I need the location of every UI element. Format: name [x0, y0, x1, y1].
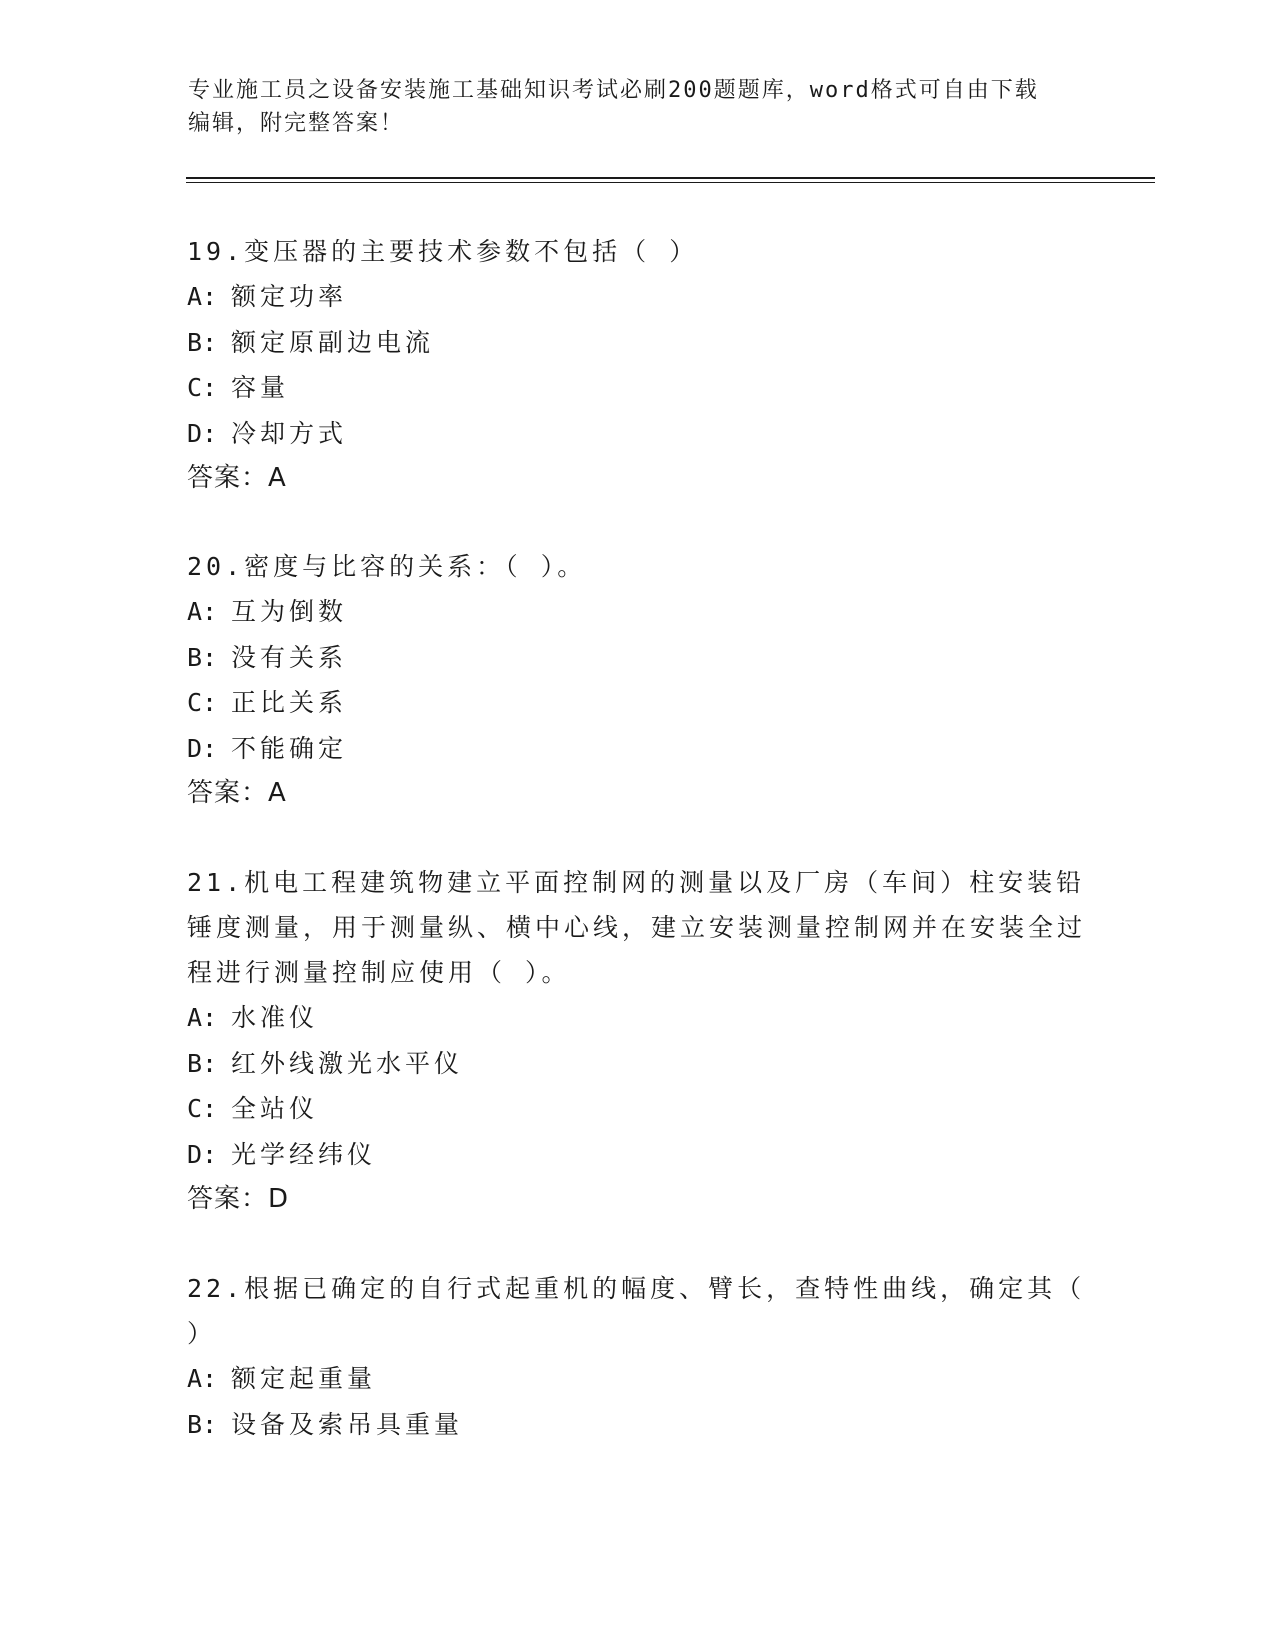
option-c: C: 全站仪: [187, 1094, 319, 1123]
option-d: D: 不能确定: [187, 733, 348, 763]
option-c: C: 容量: [187, 373, 290, 402]
question-stem: 21.机电工程建筑物建立平面控制网的测量以及厂房（车间）柱安装铅锤度测量，用于测量纵、横中心线，建立安装测量控制网并在安装全过程进行测量控制应使用（ ）。: [187, 868, 1087, 987]
option-a: A: 互为倒数: [187, 597, 348, 626]
option-a: A: 额定功率: [187, 282, 348, 311]
question-stem: 19.变压器的主要技术参数不包括（ ）: [187, 237, 699, 266]
option-b: B: 红外线激光水平仪: [187, 1048, 464, 1078]
question-stem: 20.密度与比容的关系：（ ）。: [187, 552, 587, 581]
document-header: [188, 74, 1068, 140]
question-19: [187, 229, 1087, 501]
option-b: B: 设备及索吊具重量: [187, 1409, 464, 1439]
option-b: B: 额定原副边电流: [187, 327, 435, 357]
header-line-2: 编辑，附完整答案！: [188, 111, 405, 136]
answer: 答案：A: [187, 463, 287, 493]
question-20: [187, 544, 1087, 816]
answer: 答案：D: [187, 1184, 290, 1214]
header-divider-thin: [186, 182, 1155, 183]
question-21: [187, 860, 1087, 1222]
option-a: A: 额定起重量: [187, 1364, 377, 1393]
option-b: B: 没有关系: [187, 642, 348, 672]
option-d: D: 冷却方式: [187, 418, 348, 448]
option-a: A: 水准仪: [187, 1003, 319, 1032]
question-22: [187, 1266, 1087, 1447]
option-d: D: 光学经纬仪: [187, 1139, 377, 1169]
option-c: C: 正比关系: [187, 688, 348, 717]
answer: 答案：A: [187, 778, 287, 808]
header-line-1: 专业施工员之设备安装施工基础知识考试必刷200题题库，word格式可自由下载: [188, 78, 1039, 103]
header-divider-thick: [186, 177, 1155, 179]
question-stem: 22.根据已确定的自行式起重机的幅度、臂长，查特性曲线，确定其（ ）: [187, 1274, 1086, 1348]
